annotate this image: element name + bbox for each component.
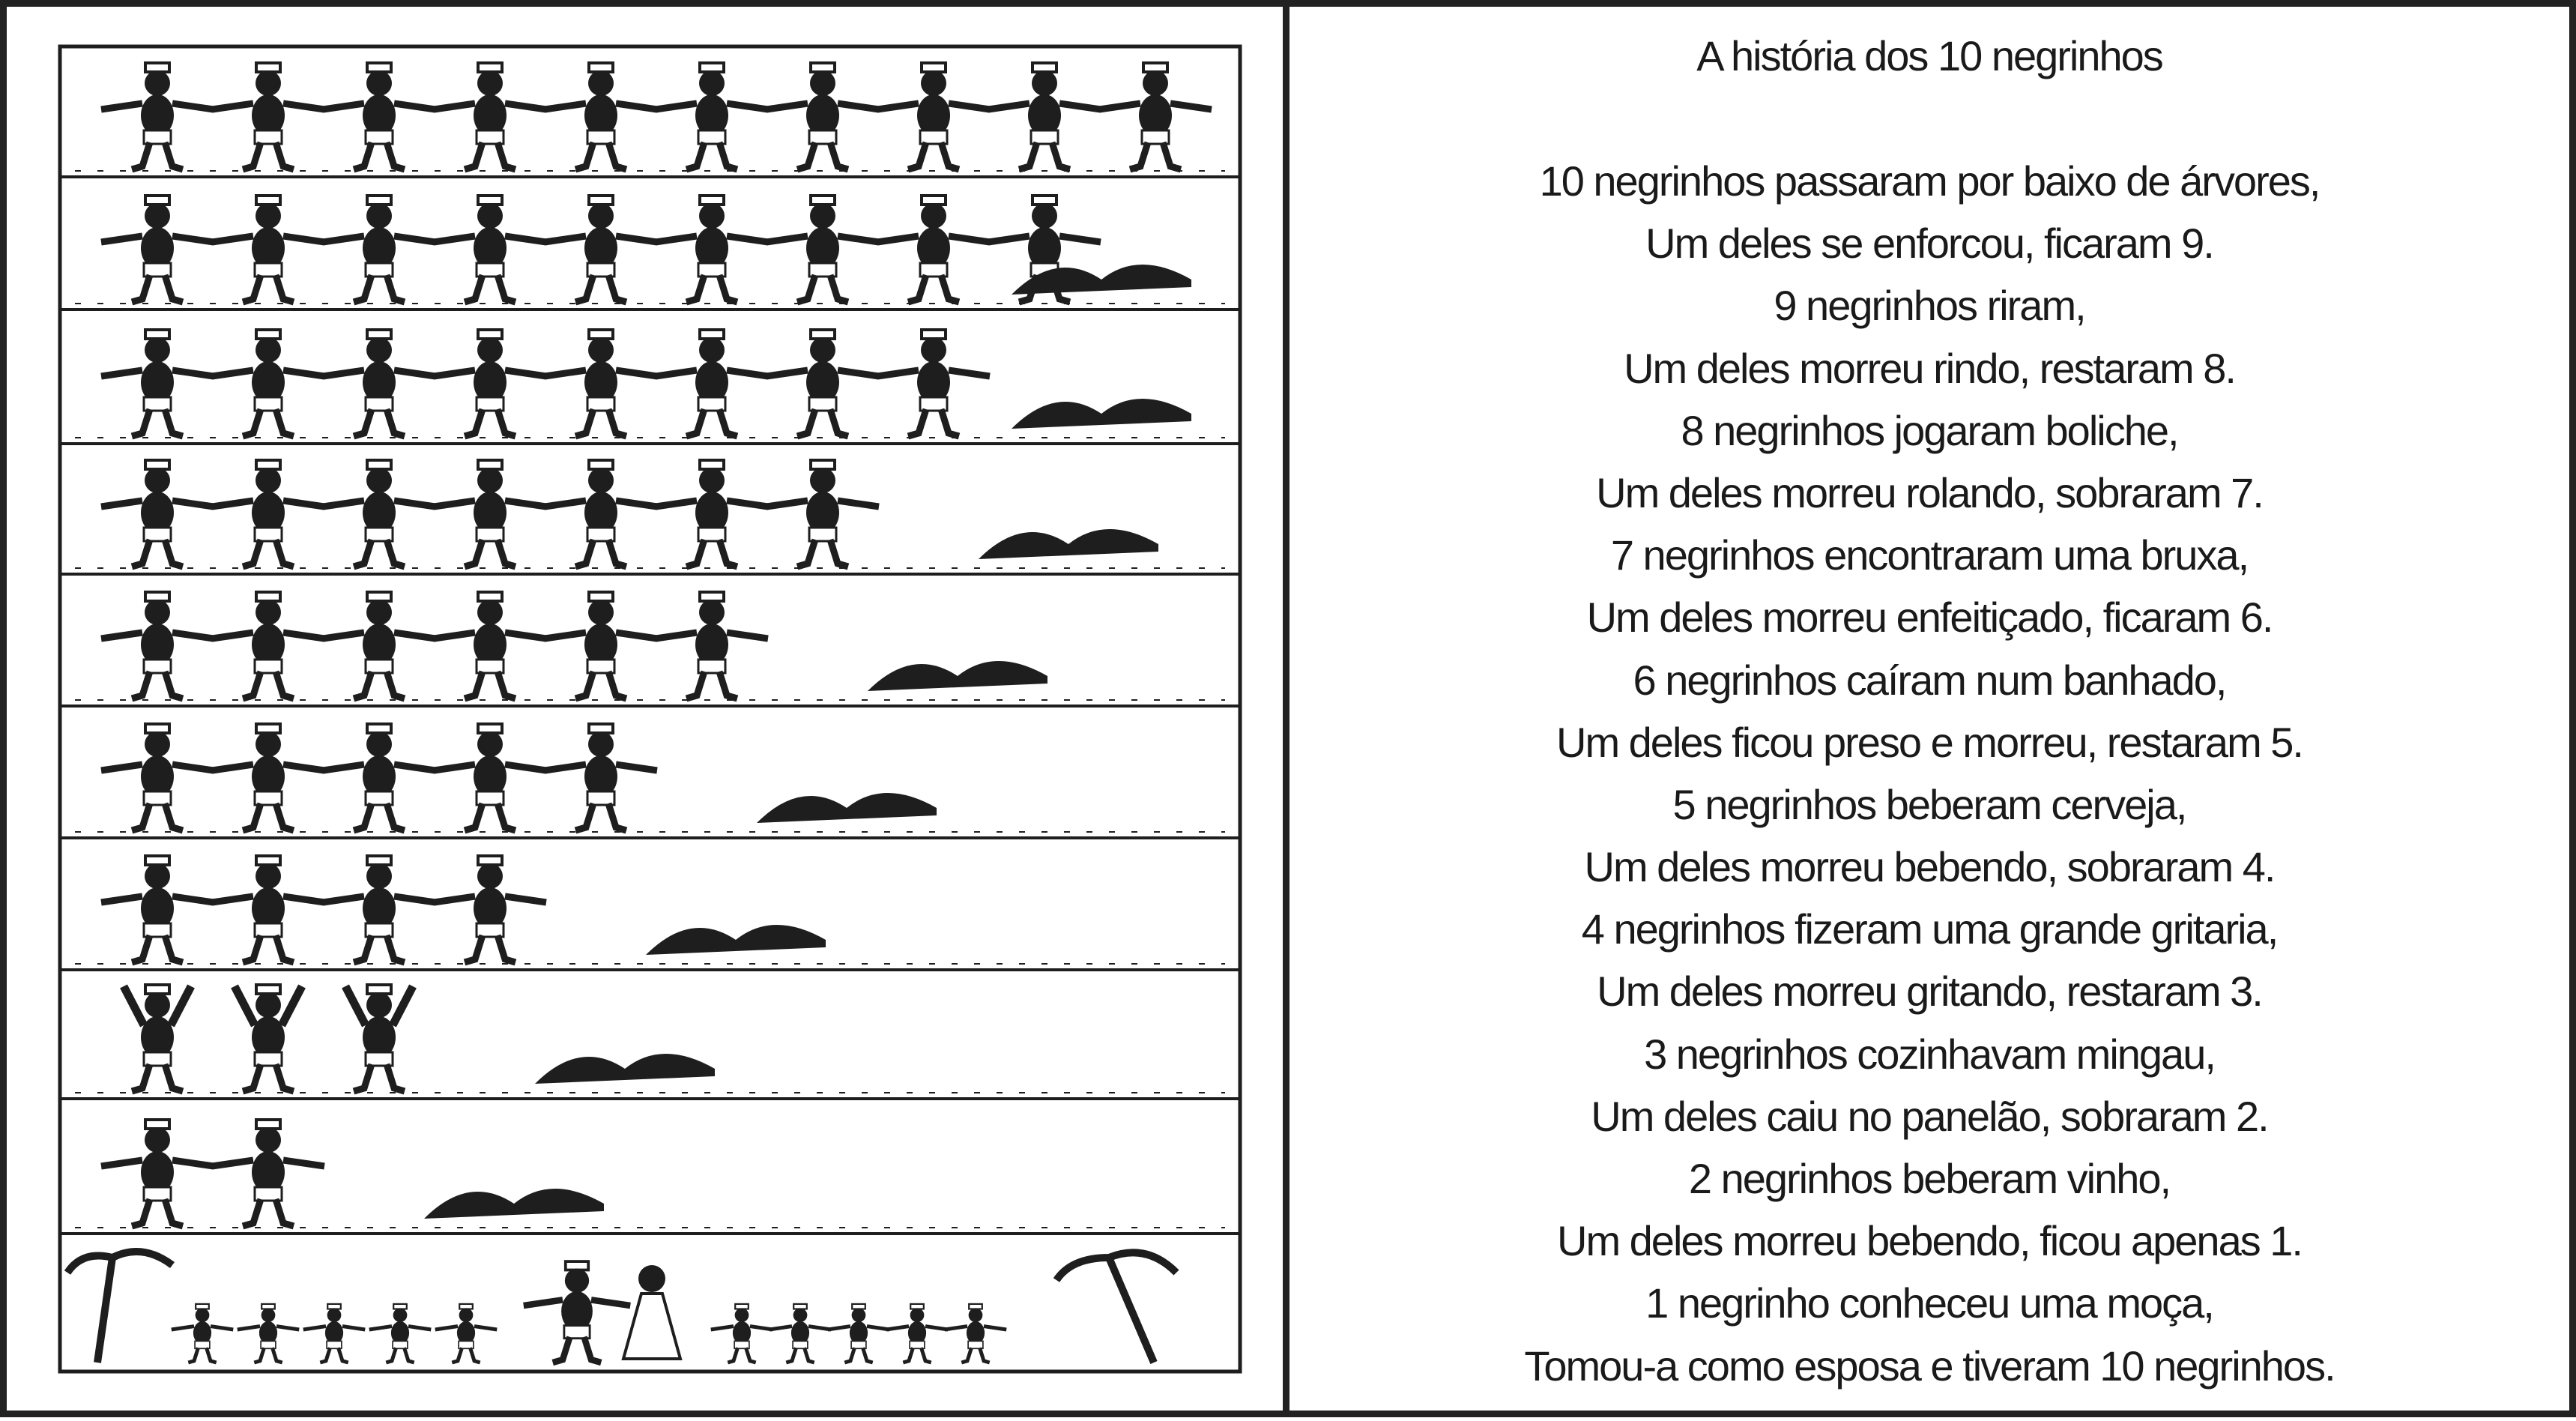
figure [101,1120,214,1226]
illustration-frame [60,46,1240,1372]
poem-line: 10 negrinhos passaram por baixo de árvores, [1539,157,2320,205]
figure [767,330,879,436]
figure [434,63,546,169]
figure [828,1304,890,1363]
fallen-figure [979,529,1158,559]
poem-line: Um deles morreu bebendo, ficou apenas 1. [1557,1217,2302,1265]
illustration-panel [0,0,1283,1417]
poem-panel [1289,0,2569,1417]
poem-line: Um deles se enforcou, ficaram 9. [1645,220,2213,268]
fallen-figure [1012,399,1191,429]
figure [101,460,214,567]
figure [323,856,435,962]
figure [172,1304,234,1363]
figure [212,592,324,699]
figure [212,1120,324,1226]
figure [656,460,768,567]
panel-divider [1283,0,1289,1417]
fallen-figure [535,1054,715,1084]
poem-line: Um deles morreu rindo, restaram 8. [1624,344,2235,392]
poem-body [1289,150,2569,1397]
figure [877,63,990,169]
poem-line: Um deles ficou preso e morreu, restaram 5. [1556,718,2303,766]
figure [545,196,657,302]
figure [886,1304,949,1363]
figure [101,724,214,830]
figure [101,856,214,962]
figure [303,1304,366,1363]
fallen-figure [868,661,1047,691]
figure [212,460,324,567]
figure [101,63,214,169]
poem-line: Tomou-a como esposa e tiveram 10 negrinhos. [1524,1342,2335,1390]
palm-tree-icon [1056,1252,1176,1363]
figure [212,330,324,436]
figure [212,196,324,302]
poem-line: 5 negrinhos beberam cerveja, [1672,780,2186,828]
figure [434,724,546,830]
figure [101,330,214,436]
figure [434,592,546,699]
figure [877,330,990,436]
poem-line: 8 negrinhos jogaram boliche, [1681,406,2178,454]
palm-tree-icon [67,1252,172,1363]
fallen-figure [424,1189,604,1219]
figure [212,856,324,962]
figure [212,724,324,830]
figure [124,985,191,1091]
figure [238,1304,300,1363]
figure [323,460,435,567]
figure [945,1304,1007,1363]
figure [767,63,879,169]
poem-line: Um deles morreu rolando, sobraram 7. [1596,468,2263,516]
figure [369,1304,432,1363]
figure [988,63,1101,169]
figure [656,196,768,302]
ten-figures-illustration [0,0,1283,1417]
poem-line: 3 negrinhos cozinhavam mingau, [1644,1030,2215,1078]
figure [101,196,214,302]
poem-line: 2 negrinhos beberam vinho, [1688,1155,2171,1202]
figure [435,1304,498,1363]
poem-line: Um deles caiu no panelão, sobraram 2. [1591,1092,2268,1140]
figure [711,1304,773,1363]
figure [545,460,657,567]
figure [323,63,435,169]
figure [323,724,435,830]
figure [656,592,768,699]
poem-line: 7 negrinhos encontraram uma bruxa, [1610,531,2249,579]
figure [545,592,657,699]
poem-line: Um deles morreu bebendo, sobraram 4. [1584,843,2275,891]
bride-figure [623,1265,680,1359]
poem-line: Um deles morreu gritando, restaram 3. [1597,968,2262,1016]
figure [656,330,768,436]
figure [545,724,657,830]
figure [345,985,413,1091]
figure [434,196,546,302]
poem-line: 6 negrinhos caíram num banhado, [1633,656,2226,704]
figure [323,196,435,302]
poem-line: Um deles morreu enfeitiçado, ficaram 6. [1586,594,2273,642]
figure [323,592,435,699]
figure [1099,63,1212,169]
figure [434,330,546,436]
figure [545,63,657,169]
figure [323,330,435,436]
figure [434,856,546,962]
figure [524,1261,631,1363]
figure [767,196,879,302]
poem-line: 1 negrinho conheceu uma moça, [1645,1279,2213,1327]
fallen-figure [646,925,826,955]
figure [101,592,214,699]
figure [545,330,657,436]
poem-line: 4 negrinhos fizeram uma grande gritaria, [1581,905,2278,953]
figure [212,63,324,169]
figure [656,63,768,169]
poem-title: A história dos 10 negrinhos [1696,32,2162,79]
poem-line: 9 negrinhos riram, [1774,282,2085,330]
figure [767,460,879,567]
figure [235,985,302,1091]
figure [770,1304,832,1363]
figure [877,196,990,302]
figure [434,460,546,567]
fallen-figure [757,793,937,823]
